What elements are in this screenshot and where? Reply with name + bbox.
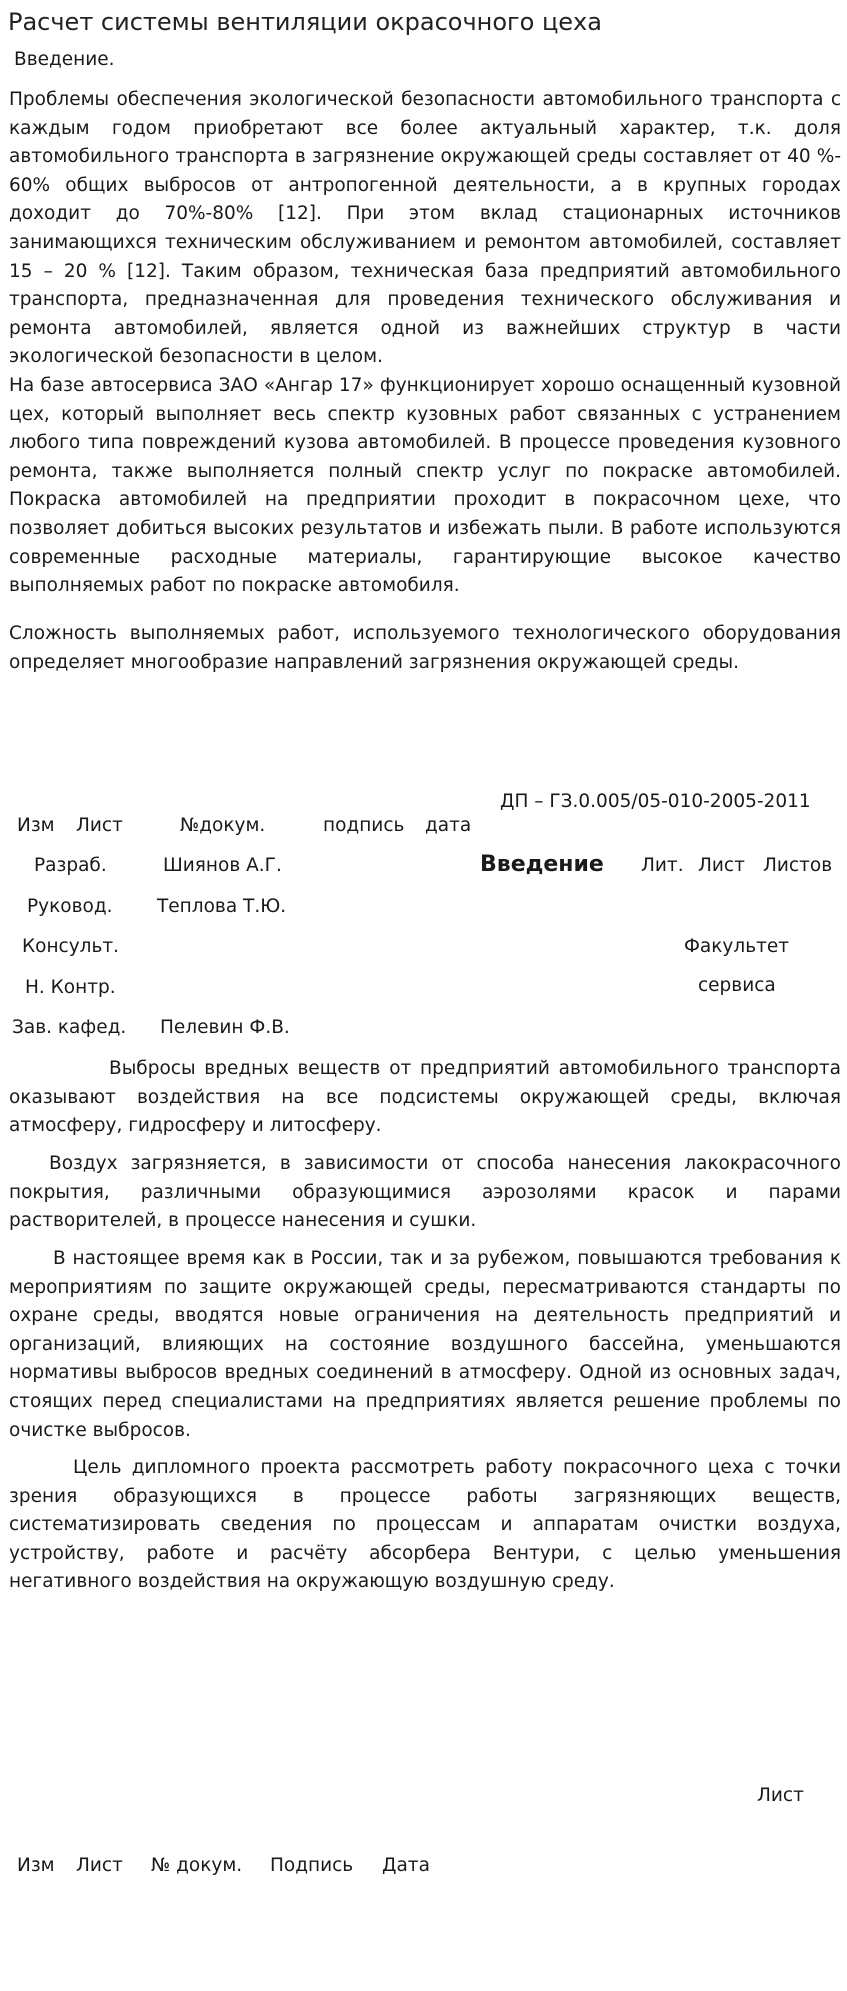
footer-sheet: Лист: [757, 1785, 804, 1806]
stamp-header-doc-num: №докум.: [180, 815, 266, 836]
faculty-line-1: Факультет: [684, 936, 790, 957]
stamp-name: Пелевин Ф.В.: [160, 1017, 290, 1038]
body-paragraph-4: Цель дипломного проекта рассмотреть работу покрасочного цеха с точки зрения образующихся в процессе работы загрязняющих веществ, систематизировать сведения по процессам и аппаратам очистки воздуха, устройству, работе и расчёту абсорбера Вентури, с целью уменьшения негативного воздействия на окружающую воздушную среду.: [9, 1457, 841, 1593]
stamp-sheet: Лист: [698, 855, 745, 876]
footer-date: Дата: [382, 1855, 430, 1876]
intro-paragraph-2: На базе автосервиса ЗАО «Ангар 17» функционирует хорошо оснащенный кузовной цех, который выполняет весь спектр кузовных работ связанных с устранением любого типа повреждений кузова автомобилей. В процессе проведения кузовного ремонта, также выполняется полный спектр услуг по покраске автомобилей. Покраска автомобилей на предприятии проходит в покрасочном цехе, что позволяет добиться высоких результатов и избежать пыли. В работе используются современные расходные материалы, гарантирующие высокое качество выполняемых работ по покраске автомобиля.: [9, 375, 841, 597]
intro-paragraph-3: Сложность выполняемых работ, используемого технологического оборудования определяет многообразие направлений загрязнения окружающей среды.: [9, 623, 841, 673]
stamp-name: Шиянов А.Г.: [163, 855, 282, 876]
stamp-role: Консульт.: [22, 936, 120, 957]
footer-doc-num: № докум.: [151, 1855, 243, 1876]
stamp-header-izm: Изм: [17, 815, 55, 836]
stamp-lit: Лит.: [641, 855, 684, 876]
body-paragraph-3: В настоящее время как в России, так и за рубежом, повышаются требования к мероприятиям по защите окружающей среды, пересматриваются стандарты по охране среды, вводятся новые ограничения на деятельность предприятий и организаций, влияющих на состояние воздушного бассейна, уменьшаются нормативы выбросов вредных соединений в атмосферу. Одной из основных задач, стоящих перед специалистами на предприятиях является решение проблемы по очистке выбросов.: [9, 1248, 841, 1441]
stamp-section-title: Введение: [480, 852, 604, 877]
body-paragraph-1: Выбросы вредных веществ от предприятий автомобильного транспорта оказывают воздействия на все подсистемы окружающей среды, включая атмосферу, гидросферу и литосферу.: [9, 1058, 841, 1137]
stamp-header-list: Лист: [76, 815, 123, 836]
body-paragraph-2: Воздух загрязняется, в зависимости от способа нанесения лакокрасочного покрытия, различными образующимися аэрозолями красок и парами растворителей, в процессе нанесения и сушки.: [9, 1153, 841, 1232]
footer-sign: Подпись: [270, 1855, 354, 1876]
footer-izm: Изм: [17, 1855, 55, 1876]
stamp-header-date: дата: [425, 815, 472, 836]
intro-paragraph-1: Проблемы обеспечения экологической безопасности автомобильного транспорта с каждым годом приобретают все более актуальный характер, т.к. доля автомобильного транспорта в загрязнение окружающей среды составляет от 40 %- 60% общих выбросов от антропогенной деятельности, а в крупных городах доходит до 70%-80% [12]. При этом вклад стационарных источников занимающихся техническим обслуживанием и ремонтом автомобилей, составляет 15 – 20 % [12]. Таким образом, техническая база предприятий автомобильного транспорта, предназначенная для проведения технического обслуживания и ремонта автомобилей, является одной из важнейших структур в части экологической безопасности в целом.: [9, 89, 841, 368]
doc-code: ДП – ГЗ.0.005/05-010-2005-2011: [500, 791, 811, 812]
faculty-line-2: сервиса: [698, 975, 776, 996]
stamp-role: Н. Контр.: [25, 977, 116, 998]
footer-list: Лист: [76, 1855, 123, 1876]
stamp-header-sign: подпись: [323, 815, 405, 836]
stamp-name: Теплова Т.Ю.: [157, 896, 287, 917]
stamp-role: Руковод.: [27, 896, 113, 917]
stamp-sheets: Листов: [763, 855, 833, 876]
section-heading: Введение.: [14, 49, 115, 70]
document-title: Расчет системы вентиляции окрасочного цеха: [8, 8, 602, 36]
stamp-role: Зав. кафед.: [12, 1017, 127, 1038]
stamp-role: Разраб.: [34, 855, 107, 876]
